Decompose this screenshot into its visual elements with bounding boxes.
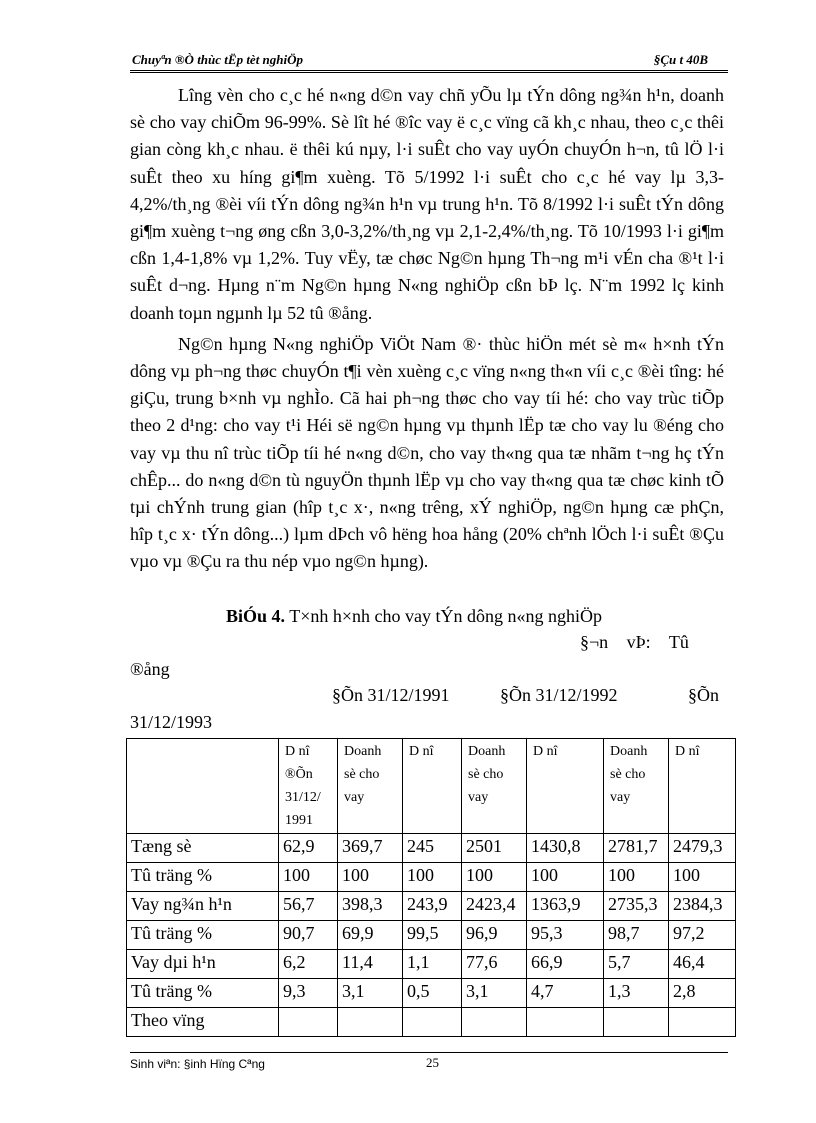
table-cell: 0,5 <box>403 979 462 1008</box>
table-cell: 46,4 <box>669 950 736 979</box>
table-cell: 5,7 <box>604 950 669 979</box>
caption-label: BiÓu 4. <box>226 606 286 626</box>
header-cell: D nî ®Õn 31/12/ 1991 <box>279 739 338 834</box>
table-cell: 77,6 <box>462 950 527 979</box>
table-caption <box>226 606 602 627</box>
credit-table <box>126 738 736 1037</box>
table-cell: 9,3 <box>279 979 338 1008</box>
table-cell: 100 <box>604 863 669 892</box>
table-cell: 95,3 <box>527 921 604 950</box>
date-heading-1991: §Õn 31/12/1991 <box>332 685 450 705</box>
table-row <box>127 921 736 950</box>
table-cell: 245 <box>403 834 462 863</box>
table-cell: 100 <box>279 863 338 892</box>
table-cell <box>403 1008 462 1037</box>
table-cell: 1,3 <box>604 979 669 1008</box>
table-cell: 6,2 <box>279 950 338 979</box>
table-cell <box>338 1008 403 1037</box>
row-label: Tû träng % <box>127 863 279 892</box>
table-cell: 99,5 <box>403 921 462 950</box>
table-cell: 100 <box>338 863 403 892</box>
table-cell: 1430,8 <box>527 834 604 863</box>
table-cell: 2735,3 <box>604 892 669 921</box>
header-cell <box>127 739 279 834</box>
row-label: Tû träng % <box>127 921 279 950</box>
table-cell: 98,7 <box>604 921 669 950</box>
table-header-row <box>127 739 736 834</box>
header-rule <box>130 70 728 73</box>
table-cell: 3,1 <box>462 979 527 1008</box>
paragraph-2: Ng©n hµng N«ng nghiÖp ViÖt Nam ®· thùc hiÖn mét sè m« h×nh tÝn dông vµ ph¬ng thøc chuyÓn t¶i vèn xuèng c¸c vïng n«ng th«n víi c¸c ®èi tîng: hé giÇu, trung b×nh vµ nghÌo. Cã hai ph¬ng thøc cho vay tíi hé: cho vay trùc tiÕp theo 2 d¹ng: cho vay t¹i Héi së ng©n hµng vµ thµnh lËp tæ cho vay lu ®éng cho vay vµ thu nî trùc tiÕp tíi hé n«ng d©n, cho vay th«ng qua tæ nhãm t¬ng hç tÝn chÊp... do n«ng d©n tù nguyÖn thµnh lËp vµ cho vay th«ng qua tæ chøc kinh tÕ tµi chÝnh trung gian (hîp t¸c x·, n«ng trêng, xÝ nghiÖp, ng©n hµng cæ phÇn, hîp t¸c x· tÝn dông...) lµm dÞch vô hëng hoa hång (20% chªnh lÖch l·i suÊt ®Çu vµo vµ ®Çu ra thu nép vµo ng©n hµng). <box>130 333 724 572</box>
header-cell: D nî <box>403 739 462 834</box>
table-row <box>127 863 736 892</box>
table-cell: 66,9 <box>527 950 604 979</box>
table-cell: 2384,3 <box>669 892 736 921</box>
row-label: Tæng sè <box>127 834 279 863</box>
table-row <box>127 979 736 1008</box>
table-cell <box>669 1008 736 1037</box>
table-cell: 90,7 <box>279 921 338 950</box>
body-text <box>130 82 724 580</box>
header-cell: D nî <box>669 739 736 834</box>
table-row <box>127 892 736 921</box>
row-label: Vay ng¾n h¹n <box>127 892 279 921</box>
caption-text: T×nh h×nh cho vay tÝn dông n«ng nghiÖp <box>285 606 602 626</box>
unit-line-1: §¬n vÞ: Tû <box>580 632 689 652</box>
table-cell: 96,9 <box>462 921 527 950</box>
header-cell: Doanh sè cho vay <box>604 739 669 834</box>
table-cell: 243,9 <box>403 892 462 921</box>
row-label: Tû träng % <box>127 979 279 1008</box>
table-cell <box>527 1008 604 1037</box>
header-cell: Doanh sè cho vay <box>338 739 403 834</box>
table-cell: 369,7 <box>338 834 403 863</box>
header-cell: Doanh sè cho vay <box>462 739 527 834</box>
table-cell: 100 <box>403 863 462 892</box>
table-cell: 2423,4 <box>462 892 527 921</box>
table-cell: 1,1 <box>403 950 462 979</box>
table-cell: 2479,3 <box>669 834 736 863</box>
table-cell: 62,9 <box>279 834 338 863</box>
page-header <box>130 50 728 72</box>
table-row <box>127 1008 736 1037</box>
paragraph-1: Lîng vèn cho c¸c hé n«ng d©n vay chñ yÕu lµ tÝn dông ng¾n h¹n, doanh sè cho vay chiÕm 96-99%. Sè lît hé ®îc vay ë c¸c vïng cã kh¸c nhau, theo c¸c thêi gian còng kh¸c nhau. ë thêi kú nµy, l·i suÊt cho vay uyÓn chuyÓn h¬n, tû lÖ l·i suÊt theo xu híng gi¶m xuèng. Tõ 5/1992 l·i suÊt cho c¸c hé vay lµ 3,3-4,2%/th¸ng ®èi víi tÝn dông ng¾n h¹n vµ trung h¹n. Tõ 8/1992 l·i suÊt tÝn dông gi¶m xuèng t¬ng øng cßn 3,0-3,2%/th¸ng vµ 2,1-2,4%/th¸ng. Tõ 10/1993 l·i gi¶m cßn 1,4-1,8% vµ 1,2%. Tuy vËy, tæ chøc Ng©n hµng Th¬ng m¹i vÉn cha ®¹t l·i suÊt d¬ng. Hµng n¨m Ng©n hµng N«ng nghiÖp cßn bÞ lç. N¨m 1992 lç kinh doanh toµn ngµnh lµ 52 tû ®ång. <box>130 85 724 323</box>
date-heading-1992: §Õn 31/12/1992 <box>500 685 618 705</box>
table-cell <box>604 1008 669 1037</box>
table-cell: 97,2 <box>669 921 736 950</box>
header-title: Chuyªn ®Ò thùc tËp tèt nghiÖp <box>132 52 304 67</box>
date-heading-1993: §Õn <box>688 685 719 705</box>
table-cell: 11,4 <box>338 950 403 979</box>
table-cell: 100 <box>527 863 604 892</box>
table-cell: 100 <box>669 863 736 892</box>
table-cell: 3,1 <box>338 979 403 1008</box>
table-cell <box>279 1008 338 1037</box>
footer-author: Sinh viªn: §inh Hïng Cªng <box>130 1057 265 1071</box>
date-heading-tail: 31/12/1993 <box>130 712 213 732</box>
table-cell: 4,7 <box>527 979 604 1008</box>
table-row <box>127 834 736 863</box>
unit-line-2: ®ång <box>130 659 170 679</box>
table-cell: 56,7 <box>279 892 338 921</box>
table-cell: 2,8 <box>669 979 736 1008</box>
table-cell: 2781,7 <box>604 834 669 863</box>
header-class: §Çu t 40B <box>653 52 708 67</box>
page-number: 25 <box>426 1055 439 1070</box>
table-cell: 100 <box>462 863 527 892</box>
table-row <box>127 950 736 979</box>
table-cell: 1363,9 <box>527 892 604 921</box>
header-cell: D nî <box>527 739 604 834</box>
table-cell <box>462 1008 527 1037</box>
table-cell: 398,3 <box>338 892 403 921</box>
table-cell: 2501 <box>462 834 527 863</box>
row-label: Theo vïng <box>127 1008 279 1037</box>
footer-rule <box>130 1052 728 1053</box>
table-cell: 69,9 <box>338 921 403 950</box>
row-label: Vay dµi h¹n <box>127 950 279 979</box>
